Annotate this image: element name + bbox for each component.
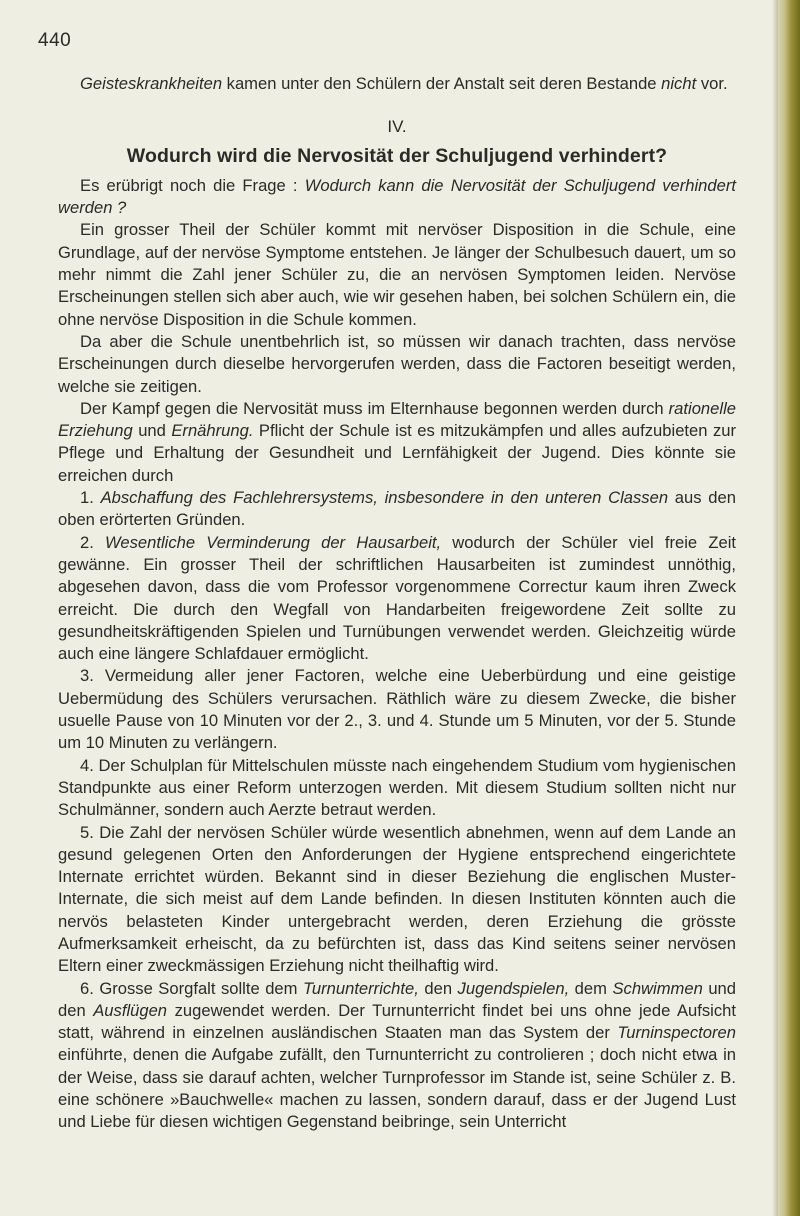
list-item-5: 5. Die Zahl der nervösen Schüler würde wesentlich abnehmen, wenn auf dem Lande an gesund gelegenen Orten den Anforderungen der Hygiene entsprechend eingerichtete Internate errichtet würden. Bekannt sind in dieser Beziehung die englischen Muster-Internate, die sich meist auf dem Lande befinden. In diesen Instituten könnten auch die nervös belasteten Kinder untergebracht werden, deren Erziehung die grösste Aufmerksamkeit erheischt, da zu befürchten ist, dass das Kind seitens seiner nervösen Eltern einer zweckmässigen Erziehung nicht theilhaftig wird. [58,822,736,976]
item6-em5: Turninspectoren [617,1023,736,1043]
section-number: IV. [387,117,407,137]
item1-num: 1. [80,488,101,508]
item6-em4: Ausflügen [93,1000,168,1020]
list-item-3: 3. Vermeidung aller jener Factoren, welche eine Ueberbürdung und eine geistige Uebermüdung des Schülers verursachen. Räthlich wäre zu diesem Zwecke, die bisher usuelle Pause von 10 Minuten vor der 2., 3. und 4. Stunde um 5 Minuten, vor der 5. Stunde um 10 Minuten zu verlängern. [58,666,736,753]
intro-em1: Geisteskrankheiten [80,74,223,93]
list-item-1 [58,487,736,532]
item1-text: aus den oben erörterten Gründen. [58,488,736,530]
item2-text: wodurch der Schüler viel freie Zeit gewänne. Ein grosser Theil der schriftlichen Hausarbeiten ist zumindest unnöthig, abgesehen davon, dass die vom Professor vorgenommene Correctur kaum ihren Zweck erreicht. Die durch den Wegfall von Handarbeiten freigewordene Zeit sollte zu gesundheitskräftigenden Spielen und Turnübungen verwendet werden. Gleichzeitig würde auch eine längere Schlafdauer ermöglicht. [58,532,736,664]
item6-text1: 6. Grosse Sorgfalt sollte dem [80,978,303,998]
question-em: Wodurch kann die Nervosität der Schuljugend verhindert werden ? [58,175,736,218]
item6-em2: Jugendspielen, [457,978,570,998]
kampf-em2: Ernährung. [171,421,254,441]
item2-num: 2. [80,532,106,552]
list-item-6 [58,978,736,1134]
intro-paragraph [58,73,736,95]
item6-text6: einführte, denen die Aufgabe zufällt, den Turnunterricht zu controlieren ; doch nicht etwa in der Weise, dass sie darauf achten, welcher Turnprofessor im Stande ist, seine Schüler z. B. eine schönere »Bauchwelle« machen zu lassen, sondern darauf, dass er der Jugend Lust und Liebe für diesen wichtigen Gegenstand beibringe, sein Unterricht [58,1045,736,1132]
item6-text4: und den [58,978,736,1020]
item2-em: Wesentliche Verminderung der Hausarbeit, [105,532,442,552]
kampf-text1: Der Kampf gegen die Nervosität muss im Elternhause begonnen werden durch [80,398,669,418]
question-paragraph [58,175,736,220]
page-body [58,73,736,1134]
list-item-2 [58,532,736,666]
school-paragraph: Da aber die Schule unentbehrlich ist, so müssen wir danach trachten, dass nervöse Erscheinungen durch dieselbe hervorgerufen werden, dass die Factoren beseitigt werden, welche sie zeitigen. [58,331,736,396]
disposition-paragraph: Ein grosser Theil der Schüler kommt mit nervöser Disposition in die Schule, eine Grundlage, auf der nervöse Symptome entstehen. Je länger der Schulbesuch dauert, um so mehr nimmt die Zahl jener Schüler zu, die an nervösen Symptomen leiden. Nervöse Erscheinungen stellen sich aber auch, wie wir gesehen haben, bei solchen Schülern ein, die ohne nervöse Disposition in die Schule kommen. [58,220,736,329]
item6-em1: Turnunterrichte, [302,978,419,998]
item6-text5: zugewendet werden. Der Turnunterricht findet bei uns ohne jede Aufsicht statt, während in einzelnen ausländischen Staaten man das System der [58,1000,736,1043]
page-number: 440 [38,30,72,51]
intro-em2: nicht [661,74,697,93]
intro-text1: kamen unter den Schülern der Anstalt seit deren Bestande [222,74,662,93]
kampf-em1: rationelle Erziehung [58,398,736,441]
list-item-4: 4. Der Schulplan für Mittelschulen müsste nach eingehendem Studium vom hygienischen Standpunkte aus einer Reform unterzogen werden. Mit diesem Studium sollten nicht nur Schulmänner, sondern auch Aerzte betraut werden. [58,755,736,820]
intro-text2: vor. [696,74,728,93]
item1-em: Abschaffung des Fachlehrersystems, insbesondere in den unteren Classen [100,488,669,508]
kampf-text3: Pflicht der Schule ist es mitzukämpfen und alles aufzubieten zur Pflege und Erhaltung der Gesundheit und Lernfähigkeit der Jugend. Dies könnte sie erreichen durch [58,421,736,485]
kampf-paragraph [58,398,736,487]
item6-text2: den [418,978,458,998]
kampf-text2: und [132,421,172,441]
page-edge [778,0,800,1216]
page-edge-shadow [772,0,778,1216]
item6-text3: dem [569,978,613,998]
question-text: Es erübrigt noch die Frage : [80,175,305,195]
section-heading: Wodurch wird die Nervosität der Schuljugend verhindert? [126,144,668,167]
item6-em3: Schwimmen [612,978,703,998]
